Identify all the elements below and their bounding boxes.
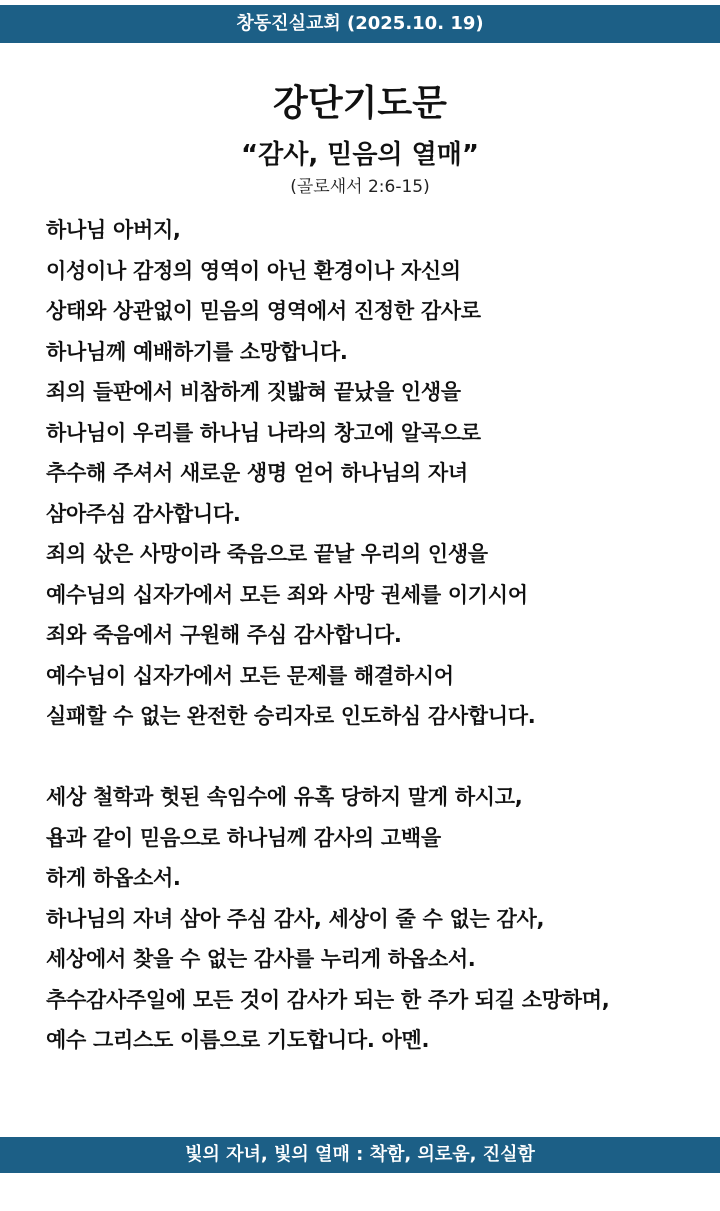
prayer-line: 예수님이 십자가에서 모든 문제를 해결하시어 (46, 663, 454, 688)
prayer-line: 죄의 들판에서 비참하게 짓밟혀 끝났을 인생을 (46, 380, 461, 404)
church-date-header: 창동진실교회 (2025.10. 19) (236, 13, 484, 34)
prayer-line: 죄와 죽음에서 구원해 주심 감사합니다. (46, 623, 402, 647)
blank-line (46, 737, 706, 778)
prayer-line: 추수감사주일에 모든 것이 감사가 되는 한 주가 되길 소망하며, (46, 987, 610, 1012)
prayer-line: 하게 하옵소서. (46, 866, 181, 890)
prayer-line: 하나님 아버지, (46, 218, 181, 242)
prayer-line: 죄의 삯은 사망이라 죽음으로 끝날 우리의 인생을 (46, 542, 488, 566)
prayer-line: 삼아주심 감사합니다. (46, 501, 241, 526)
prayer-line: 세상에서 찾을 수 없는 감사를 누리게 하옵소서. (46, 947, 476, 971)
prayer-line: 하나님께 예배하기를 소망합니다. (46, 339, 348, 364)
prayer-subtitle: “감사, 믿음의 열매” (241, 140, 479, 170)
page-title: 강단기도문 (273, 83, 447, 124)
prayer-line: 예수 그리스도 이름으로 기도합니다. 아멘. (46, 1028, 430, 1052)
footer-motto: 빛의 자녀, 빛의 열매 : 착함, 의로움, 진실함 (185, 1144, 535, 1165)
header-band (0, 5, 720, 43)
prayer-line: 하나님이 우리를 하나님 나라의 창고에 알곡으로 (46, 420, 481, 445)
prayer-text (46, 210, 706, 1061)
prayer-line: 이성이나 감정의 영역이 아닌 환경이나 자신의 (46, 258, 461, 283)
prayer-line: 세상 철학과 헛된 속임수에 유혹 당하지 말게 하시고, (46, 785, 523, 809)
prayer-line: 욥과 같이 믿음으로 하나님께 감사의 고백을 (46, 825, 441, 850)
prayer-line: 상태와 상관없이 믿음의 영역에서 진정한 감사로 (46, 299, 481, 323)
scripture-reference: (골로새서 2:6-15) (290, 177, 430, 197)
prayer-line: 예수님의 십자가에서 모든 죄와 사망 권세를 이기시어 (46, 582, 528, 607)
prayer-line: 추수해 주셔서 새로운 생명 얻어 하나님의 자녀 (46, 461, 468, 485)
prayer-line: 하나님의 자녀 삼아 주심 감사, 세상이 줄 수 없는 감사, (46, 906, 545, 931)
footer-band (0, 1137, 720, 1173)
prayer-line: 실패할 수 없는 완전한 승리자로 인도하심 감사합니다. (46, 704, 536, 728)
